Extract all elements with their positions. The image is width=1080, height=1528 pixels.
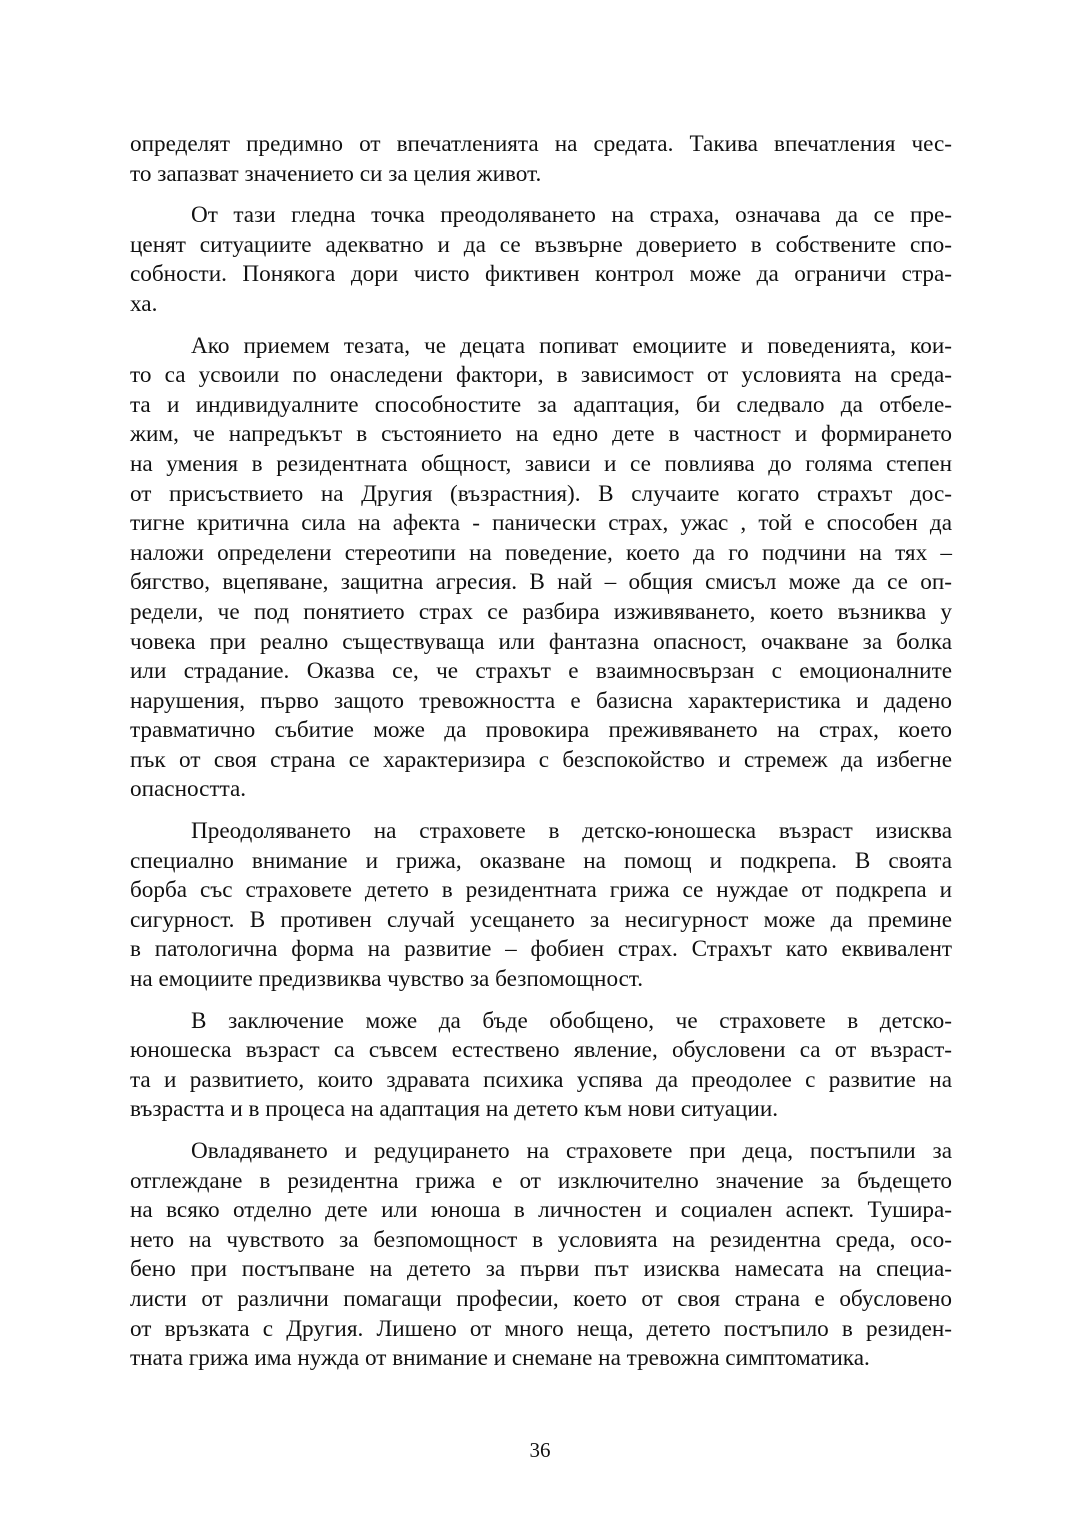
text-line: ценят ситуациите адекватно и да се възвърне доверието в собствените спо-	[130, 231, 952, 258]
text-line: специално внимание и грижа, оказване на помощ и подкрепа. В своята	[130, 847, 952, 874]
text-line: собности. Понякога дори чисто фиктивен контрол може да ограничи стра-	[130, 261, 952, 288]
text-line: жим, че напредъкът в състоянието на едно дете в частност и формирането	[130, 421, 952, 448]
text-line: в патологична форма на развитие – фобиен страх. Страхът като еквивалент	[130, 936, 952, 963]
paragraph	[130, 130, 952, 189]
text-line: нето на чувството за безпомощност в условията на резидентна среда, осо-	[130, 1226, 952, 1253]
text-line: бено при постъпване на детето за първи път изисква намесата на специа-	[130, 1256, 952, 1283]
paragraph	[130, 817, 952, 995]
text-line: отглеждане в резидентна грижа е от изключително значение за бъдещето	[130, 1167, 952, 1194]
text-line: нарушения, първо защото тревожността е базисна характеристика и дадено	[130, 687, 952, 714]
text-line: Ако приемем тезата, че децата попиват емоциите и поведенията, кои-	[191, 332, 952, 359]
text-line: От тази гледна точка преодоляването на страха, означава да се пре-	[191, 202, 952, 229]
text-line: листи от различни помагащи професии, което от своя страна е обусловено	[130, 1285, 952, 1312]
text-line: травматично събитие може да провокира преживяването на страх, което	[130, 717, 952, 744]
text-line: юношеска възраст са съвсем естествено явление, обусловени са от възраст-	[130, 1037, 952, 1064]
text-line: определят предимно от впечатленията на средата. Такива впечатления чес-	[130, 131, 952, 157]
paragraph	[130, 201, 952, 319]
text-line: та и индивидуалните способностите за адаптация, би следвало да отбеле-	[130, 391, 952, 418]
text-line: на всяко отделно дете или юноша в личностен и социален аспект. Тушира-	[130, 1197, 952, 1224]
text-line: бягство, вцепяване, защитна агресия. В най – общия смисъл може да се оп-	[130, 569, 952, 596]
page-number: 36	[529, 1438, 551, 1462]
text-line: от връзката с Другия. Лишено от много неща, детето постъпило в резиден-	[130, 1315, 952, 1342]
text-line: В заключение може да бъде обобщено, че страховете в детско-	[191, 1007, 952, 1034]
text-line: то са усвоили по онаследени фактори, в зависимост от условията на среда-	[130, 362, 952, 389]
text-line: тигне критична сила на афекта - панически страх, ужас , той е способен да	[130, 510, 952, 537]
text-line: ха.	[130, 290, 158, 317]
text-line: опасността.	[130, 776, 247, 803]
text-line: то запазват значението си за целия живот.	[130, 160, 542, 187]
text-line: борба със страховете детето в резидентната грижа се нуждае от подкрепа и	[130, 877, 952, 904]
text-line: човека при реално съществуваща или фантазна опасност, очакване за болка	[130, 628, 952, 655]
text-line: на умения в резидентната общност, зависи и се повлиява до голяма степен	[130, 450, 952, 477]
text-line: пък от своя страна се характеризира с безспокойство и стремеж да избегне	[130, 746, 952, 773]
paragraph	[130, 1007, 952, 1125]
body-text	[130, 130, 952, 1386]
paragraph	[130, 332, 952, 806]
text-line: сигурност. В противен случай усещането за несигурност може да премине	[130, 906, 952, 933]
text-line: та и развитието, които здравата психика успява да преодолее с развитие на	[130, 1066, 952, 1093]
text-line: от присъствието на Другия (възрастния). В случаите когато страхът дос-	[130, 480, 952, 507]
text-line: Овладяването и редуцирането на страховете при деца, постъпили за	[191, 1138, 952, 1164]
paragraph	[130, 1137, 952, 1374]
text-line: или страдание. Оказва се, че страхът е взаимносвързан с емоционалните	[130, 658, 952, 685]
text-line: тната грижа има нужда от внимание и снемане на тревожна симптоматика.	[130, 1345, 870, 1372]
text-line: възрастта и в процеса на адаптация на детето към нови ситуации.	[130, 1096, 779, 1123]
text-line: Преодоляването на страховете в детско-юношеска възраст изисква	[191, 818, 952, 845]
text-line: на емоциите предизвиква чувство за безпомощност.	[130, 966, 644, 993]
text-line: наложи определени стереотипи на поведение, което да го подчини на тях –	[130, 539, 952, 566]
text-line: редели, че под понятието страх се разбира изживяването, което възниква у	[130, 598, 952, 625]
